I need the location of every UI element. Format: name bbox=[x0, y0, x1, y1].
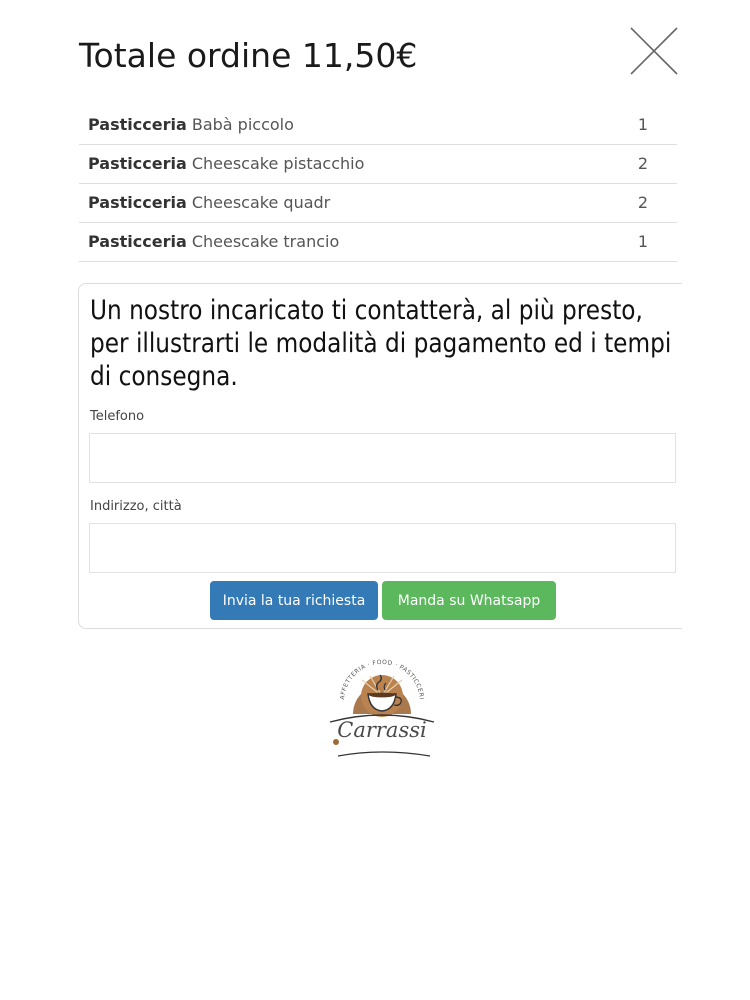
phone-label: Telefono bbox=[90, 409, 145, 424]
order-item-row bbox=[79, 106, 677, 145]
item-quantity: 2 bbox=[637, 154, 648, 173]
item-category: Pasticceria bbox=[88, 154, 187, 173]
item-category: Pasticceria bbox=[88, 193, 187, 212]
item-category: Pasticceria bbox=[88, 115, 187, 134]
order-item-row bbox=[79, 223, 677, 262]
close-icon bbox=[628, 25, 680, 77]
item-name: Cheescake quadr bbox=[191, 193, 331, 212]
item-name: Cheescake pistacchio bbox=[191, 154, 365, 173]
order-item-row bbox=[79, 184, 677, 223]
submit-request-button[interactable]: Invia la tua richiesta bbox=[210, 581, 378, 620]
contact-form-panel bbox=[78, 283, 682, 629]
item-quantity: 1 bbox=[637, 115, 648, 134]
logo-arc-text: AFFETTERIA · FOOD · PASTICCERI bbox=[339, 658, 425, 701]
coffee-cup-icon bbox=[326, 656, 438, 764]
order-title: Totale ordine 11,50€ bbox=[79, 36, 418, 75]
address-input[interactable] bbox=[89, 523, 676, 573]
order-items-list bbox=[79, 106, 677, 262]
item-quantity: 1 bbox=[637, 232, 648, 251]
phone-input[interactable] bbox=[89, 433, 676, 483]
item-name: Babà piccolo bbox=[191, 115, 294, 134]
logo-wordmark: Carrassi bbox=[337, 718, 427, 742]
brand-logo bbox=[326, 656, 438, 764]
address-label: Indirizzo, città bbox=[90, 499, 182, 514]
item-name: Cheescake trancio bbox=[191, 232, 340, 251]
close-button[interactable] bbox=[628, 25, 680, 77]
send-whatsapp-button[interactable]: Manda su Whatsapp bbox=[382, 581, 556, 620]
contact-message: Un nostro incaricato ti contatterà, al più presto, per illustrarti le modalità di pagamento ed i tempi di consegna. bbox=[90, 295, 672, 392]
order-item-row bbox=[79, 145, 677, 184]
item-quantity: 2 bbox=[637, 193, 648, 212]
item-category: Pasticceria bbox=[88, 232, 187, 251]
